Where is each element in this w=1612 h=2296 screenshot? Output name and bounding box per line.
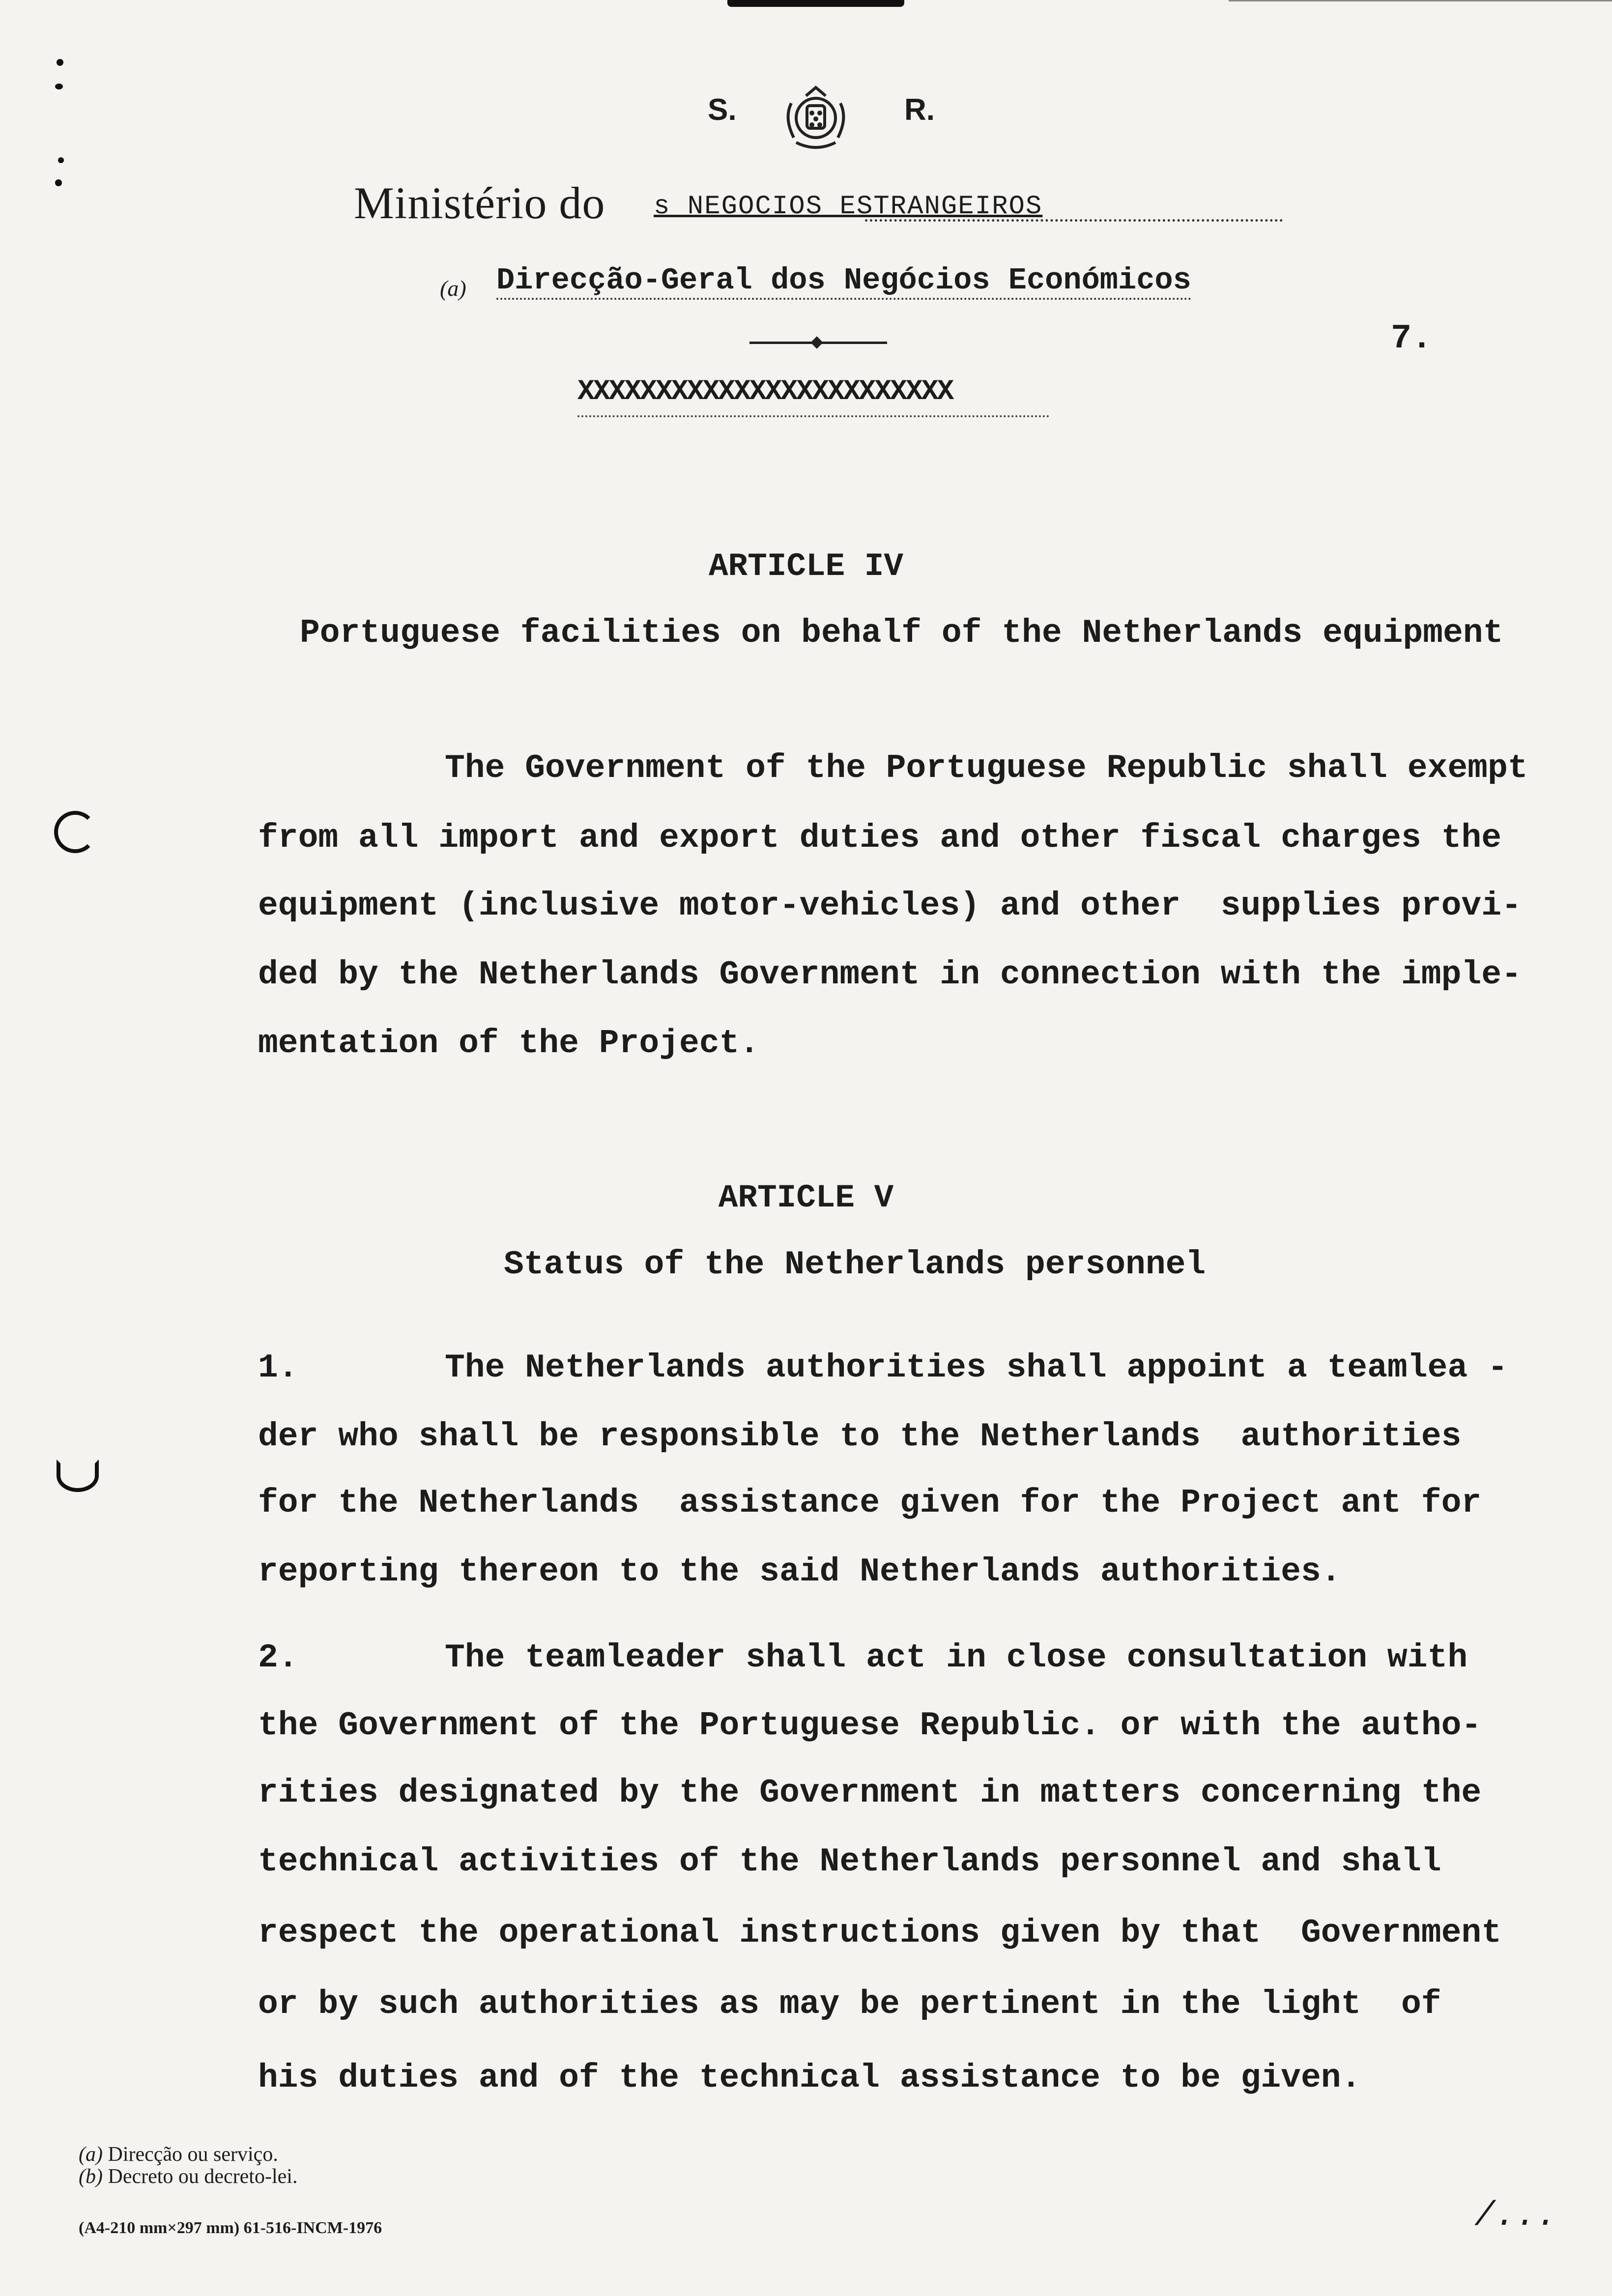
letterhead-seal-row [688,84,963,152]
body-line: equipment (inclusive motor-vehicles) and other supplies provi- [258,887,1522,925]
direction-general-text: Direcção-Geral dos Negócios Económicos [496,263,1191,300]
margin-bracket-mark [57,1460,99,1492]
body-line: reporting thereon to the said Netherlands authorities. [258,1553,1341,1591]
body-line: from all import and export duties and other fiscal charges the [258,819,1502,857]
footnote-b-marker: (b) [79,2165,103,2188]
body-line: rities designated by the Government in matters concerning the [258,1774,1482,1812]
body-line: respect the operational instructions given by that Government [258,1914,1502,1952]
seal-letter-r: R. [904,93,935,127]
paragraph-number: 1. [258,1349,298,1387]
body-line: ded by the Netherlands Government in connection with the imple- [258,956,1522,994]
article-subheading: Status of the Netherlands personnel [504,1246,1206,1284]
top-edge-line [1229,0,1612,1]
page-number: 7. [1391,319,1433,358]
body-line: The teamleader shall act in close consultation with [445,1639,1468,1677]
decreto-dotted-line [577,415,1049,417]
footnote-b [79,2165,297,2188]
margin-bracket-mark [54,811,96,853]
footnote-b-text: Decreto ou decreto-lei. [108,2165,298,2188]
article-heading: ARTICLE IV [708,548,904,585]
body-line: mentation of the Project. [258,1025,760,1062]
direction-general [496,263,1191,298]
footnote-a-marker: (a) [79,2143,103,2166]
article-heading: ARTICLE V [718,1179,894,1216]
direction-footnote-marker: (a) [440,276,466,301]
footnote-a [79,2143,278,2166]
top-edge-mark [727,0,904,7]
body-line: or by such authorities as may be pertinent in the light of [258,1985,1441,2023]
footnote-a-text: Direcção ou serviço. [108,2143,278,2166]
body-line: for the Netherlands assistance given for the Project ant for [258,1484,1482,1522]
body-line: his duties and of the technical assistance to be given. [258,2059,1361,2097]
body-line: The Netherlands authorities shall appoint a teamlea - [445,1349,1508,1387]
article-subheading: Portuguese facilities on behalf of the Netherlands equipment [300,614,1503,652]
decreto-struck-field: XXXXXXXXXXXXXXXXXXXXXXXX [577,376,953,408]
body-line: The Government of the Portuguese Republic shall exempt [445,749,1528,787]
divider-diamond-icon [810,336,823,348]
body-line: the Government of the Portuguese Republic. or with the autho- [258,1707,1482,1745]
form-reference: (A4-210 mm×297 mm) 61-516-INCM-1976 [79,2219,382,2237]
margin-dot [55,179,62,186]
ministry-dotted-line [865,219,1283,222]
coat-of-arms-seal [777,84,855,152]
body-line: technical activities of the Netherlands personnel and shall [258,1843,1441,1881]
ministry-label: Ministério do [354,178,605,228]
body-line: der who shall be responsible to the Netherlands authorities [258,1418,1462,1456]
margin-dot [58,157,64,163]
seal-letter-s: S. [708,93,737,127]
margin-dot [57,59,63,66]
margin-dot [55,84,63,89]
ministry-name: s NEGOCIOS ESTRANGEIROS [654,192,1043,222]
paragraph-number: 2. [258,1639,298,1677]
continuation-mark: /... [1474,2197,1557,2236]
